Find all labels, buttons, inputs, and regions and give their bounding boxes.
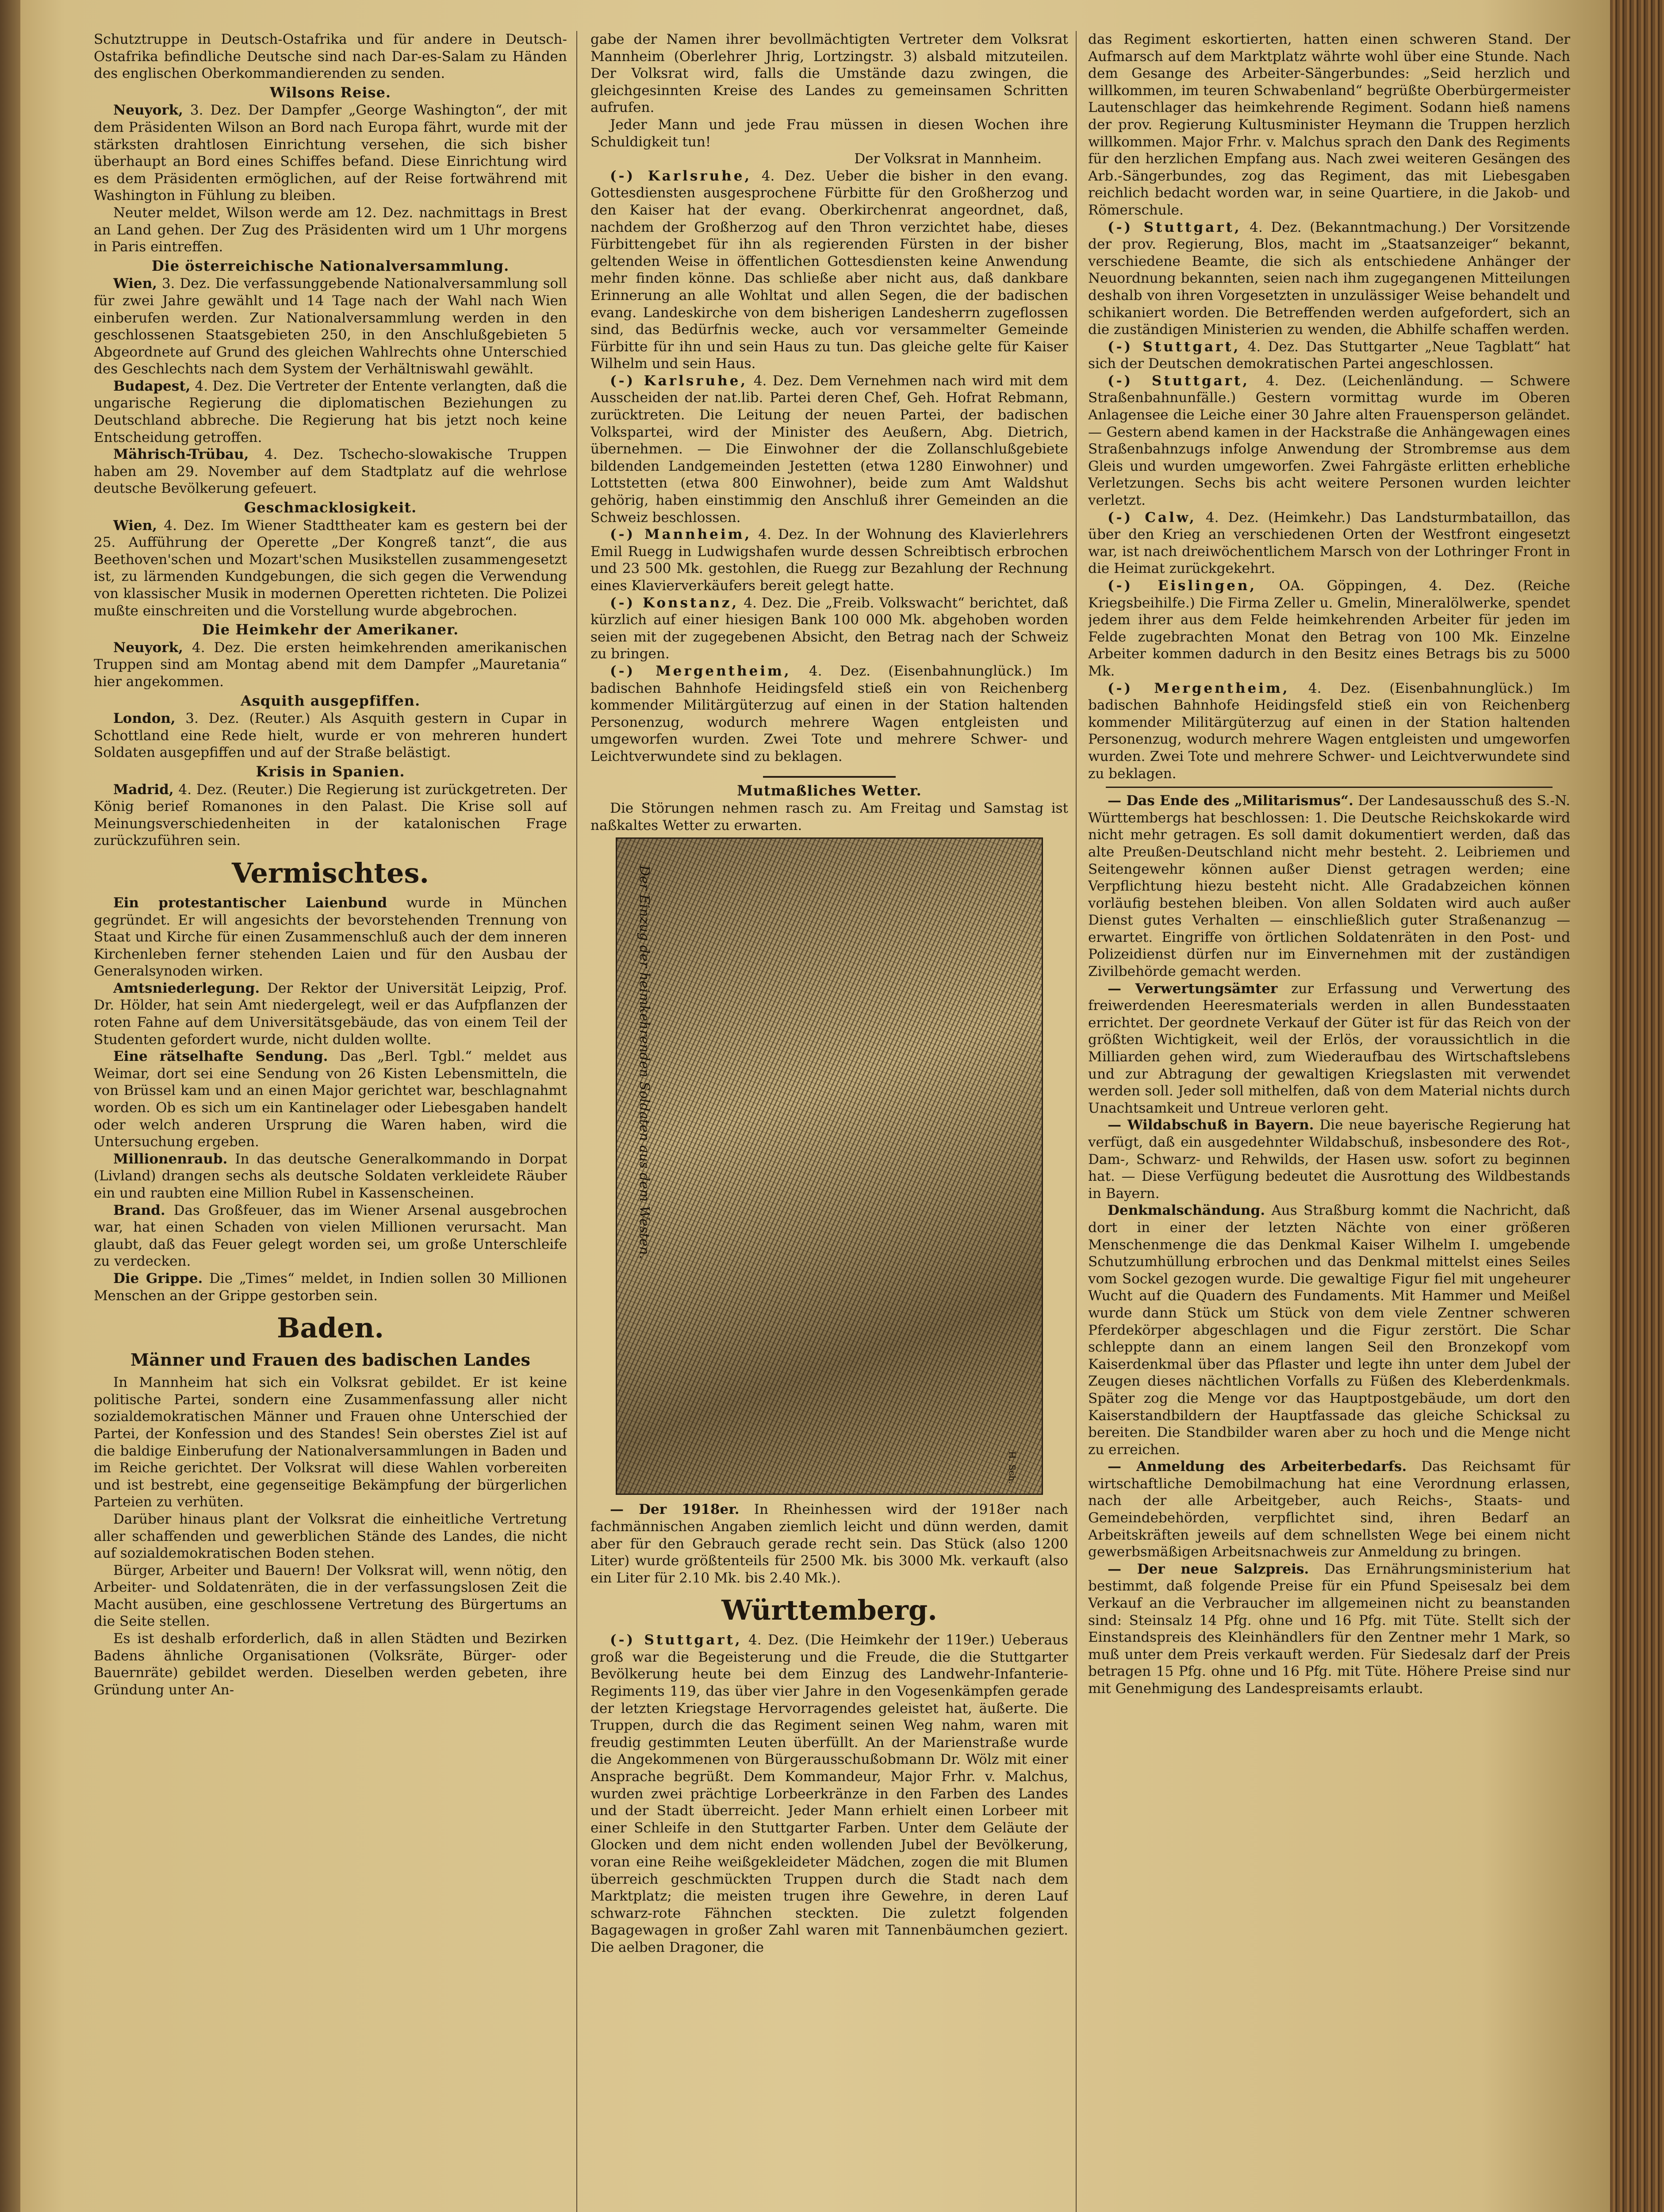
subtitle-baden: Männer und Frauen des badischen Landes <box>130 1350 530 1370</box>
dateline: Mährisch-Trübau, <box>113 446 249 463</box>
item-text: In das deutsche Generalkommando in Dorpat (Livland) drangen sechs als deutsche Soldaten verkleidete Räuber ein und raubten eine Million Rubel in Kassenscheinen. <box>94 1151 567 1201</box>
article-mergentheim <box>1088 680 1570 783</box>
item-text: Das Großfeuer, das im Wiener Arsenal ausgebrochen war, hat einen Schaden von vielen Millionen verursacht. Man glaubt, daß das Feuer gelegt worden sei, um große Unterschleife zu verdecken. <box>94 1202 567 1270</box>
item-millionenraub <box>94 1151 567 1202</box>
section-title-württemberg: Württemberg. <box>721 1594 937 1627</box>
item-title: Eine rätselhafte Sendung. <box>113 1048 328 1065</box>
item-title: Brand. <box>113 1202 165 1218</box>
dateline: (-) Mergentheim, <box>1108 680 1290 696</box>
article-text: 3. Dez. Die verfassunggebende Nationalversammlung soll für zwei Jahre gewählt und 14 Tage nach der Wahl nach Wien einberufen werden. Zur Nationalversammlung werden in den geschlossenen Staatsgebieten 250, in den Anschlußgebieten 5 Abgeordnete auf Grund des gleichen Wahlrechts ohne Unterschied des Geschlechts nach dem System der Verhältniswahl gewählt. <box>94 276 567 377</box>
item-text: Die „Times“ meldet, in Indien sollen 30 Millionen Menschen an der Grippe gestorben sein. <box>94 1270 567 1304</box>
article-wien-theater <box>94 517 567 620</box>
article-text: das Regiment eskortierten, hatten einen schweren Stand. Der Aufmarsch auf dem Marktplatz währte wohl über eine Stunde. Nach dem Gesange des Arbeiter-Sängerbundes: „Seid herzlich und willkommen, im teuren Schwabenland“ begrüßte Oberbürgermeister Lautenschlager das heimkehrende Regiment. Sodann hieß namens der prov. Regierung Kultusminister Heymann die Truppen herzlich willkommen. Major Frhr. v. Malchus sprach den Dank des Regiments für den herzlichen Empfang aus. Nach zwei weiteren Gesängen des Arb.-Sängerbundes, zog das Regiment, das mit Liebesgaben reichlich bedacht worden war, in seine Quartiere, in die Jakob- und Römerschule. <box>1088 31 1570 218</box>
dateline: (-) Mannheim, <box>610 526 752 543</box>
section-title-vermischtes: Vermischtes. <box>232 856 429 889</box>
item-title: — Verwertungsämter <box>1108 980 1278 997</box>
article-text: 3. Dez. Der Dampfer „George Washington“, der mit dem Präsidenten Wilson an Bord nach Europa fährt, wurde mit der stärksten drahtlosen Einrichtung versehen, die sich bisher überhaupt an Bord eines Schiffes befand. Diese Einrichtung wird es dem Präsidenten ermöglichen, auf der Reise fortwährend mit Washington in Fühlung zu bleiben. <box>94 102 567 204</box>
dateline: Budapest, <box>113 378 191 394</box>
dateline: (-) Stuttgart, <box>1108 219 1242 235</box>
article-text: OA. Göppingen, 4. Dez. (Reiche Kriegsbeihilfe.) Die Firma Zeller u. Gmelin, Mineralölwerke, spendet jedem ihrer aus dem Felde heimkehrenden Arbeiter für jeden im Felde zugebrachten Monat den Betrag von 100 Mk. Einzelne Arbeiter kommen dadurch in den Besitz eines Betrags bis zu 5000 Mk. <box>1088 578 1570 679</box>
article-text: 4. Dez. Ueber die bisher in den evang. Gottesdiensten ausgesprochene Fürbitte für den Großherzog und den Kaiser hat der evang. Oberkirchenrat angeordnet, daß, nachdem der Großherzog auf den Thron verzichtet habe, dieses Fürbittengebet für ihn als regierenden Fürsten in der bisher geltenden Weise in öffentlichen Gottesdiensten keine Anwendung mehr finden könne. Das schließe aber nicht aus, daß dankbare Erinnerung an alle Wohltat und allen Segen, die der badischen evang. Landeskirche von dem bisherigen Landesherrn zugeflossen sind, das Bedürfnis wecke, auch vor versammelter Gemeinde Fürbitte für ihn und sein Haus zu tun. Das gleiche gelte für Kaiser Wilhelm und sein Haus. <box>590 168 1068 372</box>
article-text: 3. Dez. (Reuter.) Als Asquith gestern in Cupar in Schottland eine Rede hielt, wurde er von mehreren hundert Soldaten ausgepfiffen und auf der Straße belästigt. <box>94 710 567 761</box>
article-text: 4. Dez. Tschecho-slowakische Truppen haben am 29. November auf dem Stadtplatz auf die wehrlose deutsche Bevölkerung gefeuert. <box>94 446 567 497</box>
article-1918er <box>590 1501 1068 1586</box>
dateline: Madrid, <box>113 781 174 798</box>
headline-asquith: Asquith ausgepfiffen. <box>240 692 421 709</box>
article-text: 4. Dez. Die „Freib. Volkswacht“ berichtet, daß kürzlich auf einer hiesigen Bank 100 000 Mk. abgehoben worden seien mit der zugegebenen Absicht, den Betrag nach der Schweiz zu bringen. <box>590 595 1068 662</box>
article-text: Neuter meldet, Wilson werde am 12. Dez. nachmittags in Brest an Land gehen. Der Zug des Präsidenten wird um 1 Uhr morgens in Paris eintreffen. <box>94 204 567 255</box>
dateline: Neuyork, <box>113 102 183 119</box>
dateline: (-) Stuttgart, <box>610 1632 742 1648</box>
dateline: (-) Konstanz, <box>610 595 739 611</box>
item-grippe <box>94 1270 567 1304</box>
article-konstanz <box>590 595 1068 663</box>
dateline: (-) Calw, <box>1108 509 1196 526</box>
dateline: (-) Karlsruhe, <box>610 373 748 389</box>
article-neuyork <box>94 639 567 691</box>
article-karlsruhe-2 <box>590 373 1068 526</box>
item-text: Der Rektor der Universität Leipzig, Prof. Dr. Hölder, hat sein Amt niedergelegt, weil er das Aufpflanzen der roten Fahne auf dem Universitätsgebäude, das von einem Teil der Studenten gefordert wurde, nicht dulden wollte. <box>94 980 567 1048</box>
article-text: Das Reichsamt für wirtschaftliche Demobilmachung hat eine Verordnung erlassen, nach der alle Arbeitgeber, auch Reichs-, Staats- und Gemeindebehörden, verpflichtet sind, ihren Bedarf an Arbeitskräften jeweils auf dem schnellsten Wege bei einem nicht gewerbsmäßigen Arbeitsnachweis zur Anmeldung zu bringen. <box>1088 1459 1570 1560</box>
headline-heimkehr: Die Heimkehr der Amerikaner. <box>202 621 459 638</box>
article-text: In Mannheim hat sich ein Volksrat gebildet. Er ist keine politische Partei, sondern eine Zusammenfassung aller nicht sozialdemokratischen Männer und Frauen ohne Unterschied der Partei, der Konfession und des Standes! Sein oberstes Ziel ist auf die baldige Einberufung der Nationalversammlungen in Baden und im Reiche gerichtet. Der Volksrat will diese Wahlen vorbereiten und ist bestrebt, eine gegenseitige Bekämpfung der bürgerlichen Parteien zu verhüten. <box>94 1375 567 1510</box>
item-title: — Wildabschuß in Bayern. <box>1108 1117 1314 1133</box>
article-text: 4. Dez. (Bekanntmachung.) Der Vorsitzende der prov. Regierung, Blos, macht im „Staatsanzeiger“ bekannt, verschiedene Beamte, die sich als entschiedene Anhänger der Neuordnung bekannten, seien nach ihm zugegangenen Mitteilungen deshalb von ihren Vorgesetzten in unzulässiger Weise behandelt und schikaniert worden. Die Betreffenden werden aufgefordert, sich an die zuständigen Ministerien zu wenden, die Abhilfe schaffen werden. <box>1088 219 1570 338</box>
headline-geschmacklosigkeit: Geschmacklosigkeit. <box>244 499 417 516</box>
article-text: Der Landesausschuß des S.-N. Württembergs hat beschlossen: 1. Die Deutsche Reichskokarde wird nicht mehr getragen. Es soll damit dokumentiert werden, daß das alte Preußen-Deutschland nicht mehr besteht. 2. Leibriemen und Seitengewehr können außer Dienst getragen werden; eine Verpflichtung hiezu besteht nicht. Alle Gradabzeichen können vorläufig bestehen bleiben. Von allen Soldaten wird auch außer Dienst gutes Verhalten — einschließlich guter Straßenanzug — erwartet. Eingriffe von örtlichen Soldatenräten in den Post- und Polizeidienst dürfen nur im Einvernehmen mit der zuständigen Zivilbehörde gemacht werden. <box>1088 793 1570 980</box>
article-madrid <box>94 781 567 849</box>
article-text: 4. Dez. (Eisenbahnunglück.) Im badischen Bahnhofe Heidingsfeld stieß ein von Reichenberg kommender Militärgüterzug auf einen in der Station haltenden Personenzug, wodurch mehrere Wagen entgleisten und umgeworfen wurden. Zwei Tote und mehrere Schwer- und Leichtverwundete sind zu beklagen. <box>590 663 1068 764</box>
article-text: Jeder Mann und jede Frau müssen in diesen Wochen ihre Schuldigkeit tun! <box>590 116 1068 150</box>
dateline: (-) Mergentheim, <box>610 663 791 679</box>
article-arbeiterbedarf <box>1088 1458 1570 1561</box>
item-text: Das „Berl. Tgbl.“ meldet aus Weimar, dort sei eine Sendung von 26 Kisten Lebensmitteln, die von Brüssel kam und an einen Major gerichtet war, beschlagnahmt worden. Ob es sich um ein Kantinelager oder Liebesgaben handelt oder welch anderen Ursprung die Waren haben, wird die Untersuchung ergeben. <box>94 1048 567 1150</box>
article-text: Schutztruppe in Deutsch-Ostafrika und für andere in Deutsch-Ostafrika befindliche Deutsche sind nach Dar-es-Salam zu Händen des englischen Oberkommandierenden zu senden. <box>94 31 567 82</box>
column-rule <box>1076 31 1077 2212</box>
article-text: 4. Dez. In der Wohnung des Klavierlehrers Emil Ruegg in Ludwigshafen wurde dessen Schreibtisch erbrochen und 23 500 Mk. gestohlen, die Ruegg zur Bezahlung der Rechnung eines Klavierverkäufers bereit gelegt hatte. <box>590 526 1068 594</box>
photo-caption: Der Einzug der heimkehrenden Soldaten aus dem Westen. <box>636 865 652 1260</box>
article-wildabschuss <box>1088 1117 1570 1202</box>
dateline: Wien, <box>113 517 157 534</box>
item-text: wurde in München gegründet. Er will angesichts der bevorstehenden Trennung von Staat und Kirche für einen Zusammenschluß auch der dem inneren Kirchenleben ferner stehenden Laien und für den Ausbau der Generalsynoden wirken. <box>94 895 567 979</box>
article-stuttgart-1 <box>590 1632 1068 1956</box>
dateline: (-) Eislingen, <box>1108 578 1257 594</box>
dateline: Neuyork, <box>113 639 183 656</box>
article-text: 4. Dez. Das Stuttgarter „Neue Tagblatt“ hat sich der Deutschen demokratischen Partei angeschlossen. <box>1088 338 1570 372</box>
column-1 <box>94 31 567 2212</box>
photo-credit: H. Sch. <box>1007 1451 1018 1484</box>
headline-nationalversammlung: Die österreichische Nationalversammlung. <box>151 257 510 274</box>
article-text: 4. Dez. Die ersten heimkehrenden amerikanischen Truppen sind am Montag abend mit dem Dampfer „Mauretania“ hier angekommen. <box>94 639 567 690</box>
item-title: Denkmalschändung. <box>1108 1202 1265 1219</box>
article-text: 4. Dez. Dem Vernehmen nach wird mit dem Ausscheiden der nat.lib. Partei deren Chef, Geh. Hofrat Rebmann, zurücktreten. Die Leitung der neuen Partei, der badischen Volkspartei, wird der Minister des Aeußern, Abg. Dietrich, übernehmen. — Die Einwohner der die Zollanschlußgebiete bildenden Landgemeinden Jestetten (etwa 1280 Einwohner) und Lottstetten (etwa 800 Einwohner), beide zum Amt Waldshut gehörig, haben einstimmig den Anschluß ihrer Gemeinden an die Schweiz beschlossen. <box>590 373 1068 526</box>
article-text: 4. Dez. (Eisenbahnunglück.) Im badischen Bahnhofe Heidingsfeld stieß ein von Reichenberg kommender Militärgüterzug auf einen in der Station haltenden Personenzug, wodurch mehrere Wagen entgleisten und umgeworfen wurden. Zwei Tote und mehrere Schwer- und Leichtverwundete sind zu beklagen. <box>1088 680 1570 782</box>
article-text: 4. Dez. (Die Heimkehr der 119er.) Ueberaus groß war die Begeisterung und die Freude, die die Stuttgarter Bevölkerung heute bei dem Einzug des Landwehr-Infanterie-Regiments 119, das über vier Jahre in den Vogesenkämpfen gerade der letzten Kriegstage Hervorragendes geleistet hat, äußerte. Die Truppen, durch die das Regiment seinen Weg nahm, waren mit freudig gestimmten Leuten überfüllt. An der Marienstraße wurde die Angekommenen von Bürgerausschußobmann Dr. Wölz mit einer Ansprache begrüßt. Dem Kommandeur, Major Frhr. v. Malchus, wurden zwei prächtige Lorbeerkränze in den Farben des Landes und der Stadt überreicht. Jeder Mann erhielt einen Lorbeer mit einer Schleife in den Stuttgarter Farben. Unter dem Geläute der Glocken und dem nicht enden wollenden Jubel der Bevölkerung, voran eine Reihe weißgekleideter Mädchen, zogen die mit Blumen überreich geschmückten Truppen durch die Stadt nach dem Marktplatz; die meisten trugen ihre Gewehre, in deren Lauf schwarz-rote Fähnchen steckten. Die zuletzt folgenden Bagagewagen in großer Zahl waren mit Tannenbäumchen geziert. Die aelben Dragoner, die <box>590 1632 1068 1955</box>
article-karlsruhe-1 <box>590 168 1068 373</box>
article-text: Das Ernährungsministerium hat bestimmt, daß folgende Preise für ein Pfund Speisesalz bei dem Verkauf an die Verbraucher im allgemeinen nicht zu beanstanden sind: Steinsalz 14 Pfg. ohne und 16 Pfg. mit Tüte. Stellt sich der Einstandspreis des Kleinhändlers für den Zentner mehr 1 Mark, so muß unter dem Preis verkauft werden. Für Siedesalz darf der Preis betragen 15 Pfg. ohne und 16 Pfg. mit Tüte. Höhere Preise sind nur mit Genehmigung des Landespreisamts erlaubt. <box>1088 1561 1570 1697</box>
item-title: — Das Ende des „Militarismus“. <box>1108 793 1353 809</box>
weather-text: Die Störungen nehmen rasch zu. Am Freitag und Samstag ist naßkaltes Wetter zu erwarten. <box>590 800 1068 833</box>
article-text: Aus Straßburg kommt die Nachricht, daß dort in einer der letzten Nächte von einer größeren Menschenmenge die das Denkmal Kaiser Wilhelm I. umgebende Schutzumhüllung erbrochen und das Denkmal mittelst eines Seiles vom Sockel gezogen wurde. Die gewaltige Figur fiel mit ungeheurer Wucht auf die Quadern des Fundaments. Mit Hammer und Meißel wurde dann Stück um Stück von dem viele Zentner schweren Pferdekörper abgeschlagen und die Figur zerstört. Die Schar schleppte dann an einem langen Seil den Bronzekopf vom Kaiserdenkmal über das Pflaster und legte ihn unter dem Jubel der Zeugen dieses nächtlichen Vorfalls zu Füßen des Kleberdenkmals. Später zog die Menge vor das Hauptpostgebäude, um dort den Kaiserstandbildern der Hauptfassade das gleiche Schicksal zu bereiten. Die Standbilder waren aber zu hoch und die Menge nicht zu erreichen. <box>1088 1202 1570 1458</box>
article-text: 4. Dez. Die Vertreter der Entente verlangten, daß die ungarische Regierung die diplomatischen Beziehungen zu Deutschland abbreche. Die Regierung hat bis jetzt noch keine Entscheidung getroffen. <box>94 378 567 445</box>
item-amtsniederlegung <box>94 980 567 1048</box>
section-title-baden: Baden. <box>276 1312 384 1344</box>
article-eislingen <box>1088 577 1570 680</box>
signature: Der Volksrat in Mannheim. <box>854 151 1042 167</box>
article-text: Bürger, Arbeiter und Bauern! Der Volksrat will, wenn nötig, den Arbeiter- und Soldatenräten, die in der verfassungslosen Zeit die Macht ausüben, eine geschlossene Vertretung des Bürgertums an die Seite stellen. <box>94 1562 567 1630</box>
ornament-rule <box>590 768 1068 780</box>
article-stuttgart-3 <box>1088 338 1570 373</box>
headline-wetter: Mutmaßliches Wetter. <box>737 782 922 799</box>
article-text: gabe der Namen ihrer bevollmächtigten Vertreter dem Volksrat Mannheim (Oberlehrer Jhrig, Lortzingstr. 3) alsbald mitzuteilen. Der Volksrat wird, falls die Umstände dazu zwingen, die gleichgesinnten Kreise des Landes zu gemeinsamen Schritten aufrufen. <box>590 31 1068 116</box>
article-text: 4. Dez. (Heimkehr.) Das Landsturmbataillon, das über den Krieg an verschiedenen Orten der Westfront eingesetzt war, ist nach dreiwöchentlichem Marsch von der Lothringer Front in die Heimat zurückgekehrt. <box>1088 509 1570 577</box>
item-sendung <box>94 1048 567 1151</box>
headline-krisis: Krisis in Spanien. <box>256 763 405 780</box>
dateline: Wien, <box>113 276 157 292</box>
article-salzpreis <box>1088 1561 1570 1697</box>
divider <box>1106 787 1553 788</box>
article-stuttgart-2 <box>1088 219 1570 338</box>
item-title: — Der 1918er. <box>610 1502 740 1518</box>
article-verwertungsaemter <box>1088 980 1570 1117</box>
item-title: Ein protestantischer Laienbund <box>113 895 387 911</box>
article-text: zur Erfassung und Verwertung des freiwerdenden Heeresmaterials werden in allen Bundesstaaten errichtet. Der geordnete Verkauf der Güter ist für das Reich von der größten Wichtigkeit, weil der Erlös, der voraussichtlich in die Milliarden gehen wird, zum Wiederaufbau des Wirtschaftslebens und zur Abtragung der gewaltigen Kriegslasten mit verwendet werden soll. Jeder soll mithelfen, daß von dem Material nichts durch Unachtsamkeit und Untreue verloren geht. <box>1088 980 1570 1116</box>
article-text: Es ist deshalb erforderlich, daß in allen Städten und Bezirken Badens ähnliche Organisationen (Volksräte, Bürger- oder Bauernräte) gebildet werden. Dieselben werden gebeten, ihre Gründung unter An- <box>94 1631 567 1698</box>
dateline: (-) Stuttgart, <box>1108 373 1250 389</box>
dateline: London, <box>113 710 176 727</box>
article-calw <box>1088 509 1570 577</box>
item-brand <box>94 1202 567 1270</box>
article-mergentheim <box>590 663 1068 765</box>
dateline: (-) Karlsruhe, <box>610 168 752 184</box>
article-stuttgart-4 <box>1088 373 1570 509</box>
article-text: 4. Dez. (Reuter.) Die Regierung ist zurückgetreten. Der König berief Romanones in den Palast. Die Krise soll auf Meinungsverschiedenheiten in der katalonischen Frage zurückzuführen sein. <box>94 781 567 849</box>
article-text: In Rheinhessen wird der 1918er nach fachmännischen Angaben ziemlich leicht und dünn werden, damit aber für den Gebrauch gerade recht sein. Das Stück (also 1200 Liter) wurde größtenteils für 2500 Mk. bis 3000 Mk. verkauft (also ein Liter für 2.10 Mk. bis 2.40 Mk.). <box>590 1502 1068 1586</box>
item-title: — Der neue Salzpreis. <box>1108 1561 1309 1577</box>
column-rule <box>576 31 577 2212</box>
headline-wilson: Wilsons Reise. <box>269 84 391 101</box>
item-title: Millionenraub. <box>113 1151 228 1167</box>
article-wilson <box>94 102 567 204</box>
article-london <box>94 710 567 761</box>
book-edge <box>1610 0 1664 2212</box>
article-militarismus <box>1088 792 1570 980</box>
article-text: Darüber hinaus plant der Volksrat die einheitliche Vertretung aller schaffenden und gewerblichen Stände des Landes, die nicht auf sozialdemokratischen Boden stehen. <box>94 1511 567 1562</box>
article-text: 4. Dez. (Leichenländung. — Schwere Straßenbahnunfälle.) Gestern vormittag wurde im Oberen Anlagensee die Leiche einer 30 Jahre alten Frauensperson geländet. — Gestern abend kamen in der Hackstraße die Anhängewagen eines Straßenbahnzugs infolge Anwendung der Strombremse aus dem Gleis und wurden umgeworfen. Zwei Fahrgäste erlitten erhebliche Verletzungen. Sechs bis acht weitere Personen wurden leichter verletzt. <box>1088 373 1570 509</box>
book-gutter <box>0 0 20 2212</box>
article-denkmalschaendung <box>1088 1202 1570 1458</box>
item-title: Amtsniederlegung. <box>113 980 260 996</box>
item-title: — Anmeldung des Arbeiterbedarfs. <box>1108 1459 1407 1475</box>
article-wien <box>94 275 567 378</box>
item-title: Die Grippe. <box>113 1270 203 1286</box>
article-mannheim <box>590 526 1068 594</box>
item-laienbund <box>94 895 567 980</box>
article-trübau <box>94 446 567 497</box>
column-2 <box>590 31 1068 2212</box>
article-text: 4. Dez. Im Wiener Stadttheater kam es gestern bei der 25. Aufführung der Operette „Der Kongreß tanzt“, die aus Beethoven'schen und Mozart'schen Musikstellen zusammengesetzt ist, zu lärmenden Kundgebungen, die sich gegen die Verwendung von klassischer Musik in modernen Operetten richteten. Die Polizei mußte einschreiten und die Vorstellung wurde abgebrochen. <box>94 517 567 619</box>
article-text: Die neue bayerische Regierung hat verfügt, daß ein ausgedehnter Wildabschuß, insbesondere des Rot-, Dam-, Schwarz- und Rehwilds, der Hasen usw. sofort zu beginnen hat. — Diese Verfügung bedeutet die Ausrottung des Wildbestands in Bayern. <box>1088 1117 1570 1202</box>
column-3 <box>1088 31 1570 2212</box>
article-budapest <box>94 378 567 446</box>
dateline: (-) Stuttgart, <box>1108 338 1241 355</box>
news-photo <box>616 837 1043 1495</box>
